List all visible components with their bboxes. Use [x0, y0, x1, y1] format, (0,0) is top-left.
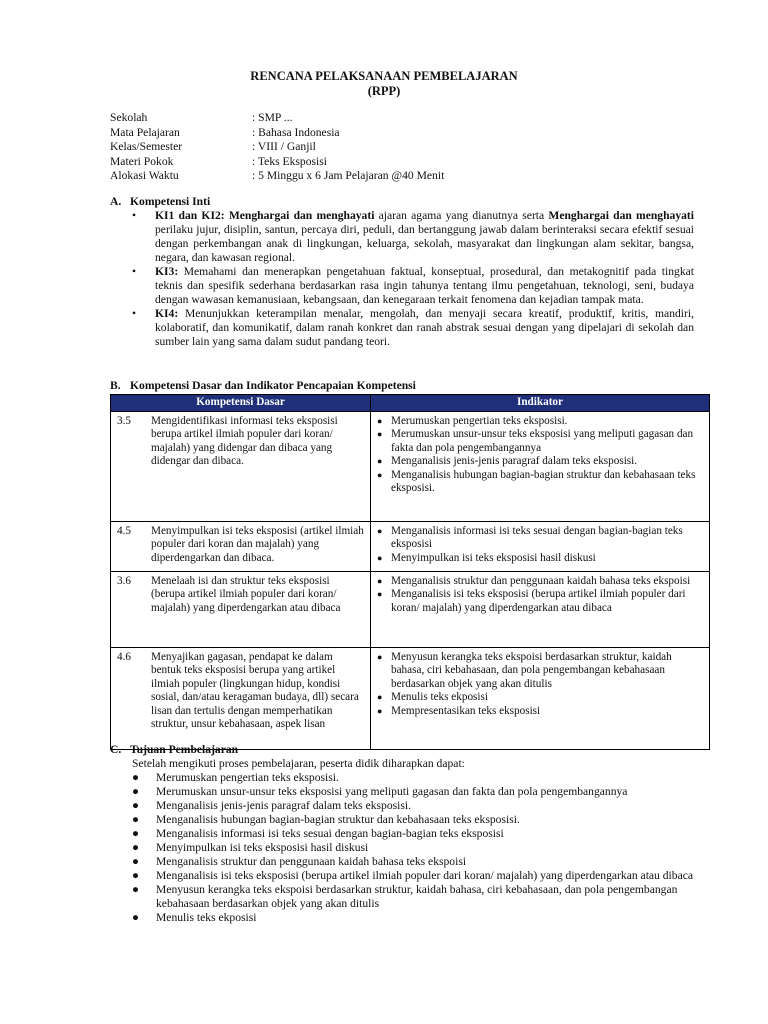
kd-text: Menelaah isi dan struktur teks eksposisi (berupa artikel ilmiah populer dari koran/ majalah) yang diperdengarkan atau dibaca — [151, 575, 341, 614]
indicator-text: Menganalisis jenis-jenis paragraf dalam teks eksposisi. — [391, 455, 638, 468]
section-title: Kompetensi Inti — [130, 195, 211, 208]
section-letter: C. — [110, 743, 122, 756]
bullet-icon: ● — [132, 827, 140, 840]
kd-cell — [111, 412, 371, 522]
ki-label: KI4: — [155, 307, 179, 320]
kd-indicator-table — [110, 394, 710, 750]
table-row — [111, 648, 710, 750]
tujuan-text: Menganalisis jenis-jenis paragraf dalam teks eksposisi. — [156, 799, 412, 812]
column-header-indikator: Indikator — [371, 395, 710, 412]
kd-number: 3.5 — [117, 415, 131, 427]
indicator-text: Menganalisis isi teks eksposisi (berupa artikel ilmiah populer dari koran/ majalah) yang diperdengarkan atau dibaca — [391, 588, 686, 614]
bullet-icon: ● — [132, 813, 140, 826]
tujuan-text: Menganalisis isi teks eksposisi (berupa artikel ilmiah populer dari koran/ majalah) yang diperdengarkan atau dibaca — [156, 869, 694, 882]
tujuan-text: Menyimpulkan isi teks eksposisi hasil diskusi — [156, 841, 369, 854]
ki-list — [110, 209, 694, 349]
tujuan-text: Merumuskan pengertian teks eksposisi. — [156, 771, 339, 784]
list-item — [110, 785, 710, 799]
indicator-list — [377, 575, 704, 615]
list-item — [110, 827, 710, 841]
kd-text: Mengidentifikasi informasi teks eksposisi berupa artikel ilmiah populer dari koran/ majalah) yang didengar dan dibaca yang didengar dan dibaca. — [151, 415, 338, 468]
ki-text: ajaran agama yang dianutnya serta — [374, 209, 549, 222]
list-item — [377, 455, 704, 468]
ki-label: KI1 dan KI2: Menghargai dan menghayati — [155, 209, 375, 222]
section-kompetensi-dasar — [110, 379, 670, 393]
bullet-icon: ● — [132, 911, 140, 924]
list-item — [377, 691, 704, 704]
bullet-icon: ● — [377, 692, 383, 703]
identity-table — [110, 111, 444, 184]
tujuan-text: Menulis teks ekposisi — [156, 911, 257, 924]
bullet-icon: ● — [377, 705, 383, 716]
title-line-2: (RPP) — [367, 84, 401, 98]
section-title: Kompetensi Dasar dan Indikator Pencapaian Kompetensi — [130, 379, 416, 392]
list-item — [130, 265, 694, 307]
indicator-text: Menganalisis informasi isi teks sesuai dengan bagian-bagian teks eksposisi — [391, 525, 683, 551]
identity-value: : SMP ... — [252, 111, 293, 124]
list-item — [377, 552, 704, 565]
tujuan-text: Menganalisis struktur dan penggunaan kaidah bahasa teks ekspoisi — [156, 855, 467, 868]
list-item — [377, 588, 704, 615]
identity-row — [110, 169, 444, 184]
list-item — [110, 855, 710, 869]
bullet-icon: ● — [377, 589, 383, 600]
section-b-heading — [110, 379, 670, 393]
table-row — [111, 522, 710, 572]
list-item — [377, 575, 704, 588]
ki-text: Memahami dan menerapkan pengetahuan faktual, konseptual, prosedural, dan metakognitif pada tingkat teknis dan spesifik sederhana berdasarkan rasa ingin tahunya tentang ilmu pengetahuan, teknologi, seni, budaya dengan wawasan kemanusiaan, kebangsaan, dan kenegaraan terkait fenomena dan kejadian tampak mata. — [155, 265, 694, 306]
bullet-icon: ● — [377, 526, 383, 536]
indicator-list — [377, 651, 704, 718]
indicator-cell — [371, 648, 710, 750]
identity-row — [110, 155, 444, 170]
list-item — [110, 813, 710, 827]
kd-text: Menyimpulkan isi teks eksposisi (artikel ilmiah populer dari koran dan majalah) yang diperdengarkan dan dibaca. — [151, 525, 364, 564]
kd-cell — [111, 572, 371, 648]
bullet-icon: ● — [132, 771, 140, 784]
bullet-icon: ● — [377, 456, 383, 467]
identity-label: Sekolah — [110, 111, 148, 124]
identity-value: : Teks Eksposisi — [252, 154, 327, 168]
table-row — [111, 572, 710, 648]
list-item — [377, 651, 704, 691]
bullet-icon: ● — [132, 799, 140, 812]
kd-number: 3.6 — [117, 575, 131, 587]
list-item — [130, 209, 694, 265]
bullet-icon: ● — [377, 576, 383, 586]
section-a-heading — [110, 195, 694, 209]
list-item — [110, 911, 710, 925]
kd-number: 4.6 — [117, 651, 131, 663]
list-item — [377, 415, 704, 428]
bullet-icon: • — [132, 265, 137, 278]
bullet-icon: ● — [132, 855, 140, 868]
list-item — [377, 525, 704, 552]
section-tujuan-pembelajaran — [110, 743, 710, 925]
ki-text: perilaku jujur, disiplin, santun, percaya diri, peduli, dan bertanggung jawab dalam berinteraksi secara efektif sesuai dengan perkembangan anak di lingkungan, keluarga, sekolah, masyarakat dan lingkungan alam sekitar, bangsa, negara, dan kawasan regional. — [155, 223, 694, 264]
indicator-text: Menganalisis hubungan bagian-bagian struktur dan kebahasaan teks eksposisi. — [391, 468, 696, 495]
indicator-text: Merumuskan unsur-unsur teks eksposisi yang meliputi gagasan dan fakta dan pola pengembangannya — [391, 428, 694, 454]
bullet-icon: • — [132, 209, 137, 222]
column-header-kd: Kompetensi Dasar — [111, 395, 371, 412]
identity-label: Alokasi Waktu — [110, 169, 179, 182]
identity-row — [110, 140, 444, 155]
table-header-row — [111, 395, 710, 412]
indicator-list — [377, 525, 704, 565]
tujuan-list — [110, 771, 710, 925]
ki-text: Menunjukkan keterampilan menalar, mengolah, dan menyaji secara kreatif, produktif, kritis, mandiri, kolaboratif, dan komunikatif, dalam ranah konkret dan ranah abstrak sesuai dengan yang dipelajari di sekolah dan sumber lain yang sama dalam sudut pandang teori. — [155, 307, 694, 348]
identity-label: Materi Pokok — [110, 154, 174, 168]
bullet-icon: ● — [377, 652, 383, 662]
section-c-heading — [110, 743, 710, 757]
bullet-icon: ● — [132, 883, 140, 896]
bullet-icon: ● — [132, 869, 140, 882]
identity-label: Kelas/Semester — [110, 140, 183, 153]
ki-label: KI3: — [155, 265, 179, 278]
list-item — [110, 841, 710, 855]
kd-text: Menyajikan gagasan, pendapat ke dalam bentuk teks eksposisi berupa yang artikel ilmiah populer (lingkungan hidup, kondisi sosial, dan/atau keragaman budaya, dll) secara lisan dan tertulis dengan memperhatikan struktur, unsur kebahasaan, aspek lisan — [151, 651, 359, 731]
section-c-intro: Setelah mengikuti proses pembelajaran, peserta didik diharapkan dapat: — [132, 757, 465, 770]
identity-row — [110, 111, 444, 126]
section-letter: B. — [110, 379, 121, 392]
section-kompetensi-inti — [110, 195, 694, 349]
bullet-icon: ● — [377, 552, 383, 563]
list-item — [110, 869, 710, 883]
title-line-1: RENCANA PELAKSANAAN PEMBELAJARAN — [250, 69, 518, 83]
bullet-icon: ● — [377, 469, 383, 480]
indicator-text: Menganalisis struktur dan penggunaan kaidah bahasa teks ekspoisi — [391, 575, 691, 587]
identity-label: Mata Pelajaran — [110, 125, 180, 139]
indicator-text: Mempresentasikan teks eksposisi — [391, 704, 541, 717]
list-item — [377, 705, 704, 718]
kd-cell — [111, 522, 371, 572]
bullet-icon: ● — [132, 785, 140, 798]
indicator-text: Merumuskan pengertian teks eksposisi. — [391, 415, 568, 427]
indicator-text: Menyimpulkan isi teks eksposisi hasil diskusi — [391, 551, 596, 564]
table-row — [111, 412, 710, 522]
identity-value: : 5 Minggu x 6 Jam Pelajaran @40 Menit — [252, 169, 445, 182]
section-letter: A. — [110, 195, 122, 208]
list-item — [110, 771, 710, 785]
list-item — [110, 883, 710, 911]
bullet-icon: ● — [132, 841, 140, 854]
list-item — [377, 428, 704, 455]
bullet-icon: • — [132, 307, 137, 320]
tujuan-text: Merumuskan unsur-unsur teks eksposisi yang meliputi gagasan dan fakta dan pola pengembangannya — [156, 785, 628, 798]
tujuan-text: Menganalisis hubungan bagian-bagian struktur dan kebahasaan teks eksposisi. — [156, 813, 520, 826]
indicator-text: Menyusun kerangka teks ekspoisi berdasarkan struktur, kaidah bahasa, ciri kebahasaan, dan pola pengembangan kebahasaan berdasarkan objek yang akan ditulis — [391, 651, 672, 690]
kd-cell — [111, 648, 371, 750]
identity-row — [110, 126, 444, 141]
identity-value: : VIII / Ganjil — [252, 140, 316, 153]
section-title: Tujuan Pembelajaran — [130, 743, 239, 756]
ki-bold-text: Menghargai dan menghayati — [548, 209, 695, 222]
bullet-icon: ● — [377, 429, 383, 440]
tujuan-text: Menganalisis informasi isi teks sesuai dengan bagian-bagian teks eksposisi — [156, 827, 504, 840]
page-title — [0, 69, 768, 99]
identity-value: : Bahasa Indonesia — [252, 125, 340, 139]
list-item — [130, 307, 694, 349]
kd-number: 4.5 — [117, 525, 131, 537]
bullet-icon: ● — [377, 416, 383, 426]
list-item — [110, 799, 710, 813]
indicator-cell — [371, 522, 710, 572]
indicator-list — [377, 415, 704, 495]
tujuan-text: Menyusun kerangka teks ekspoisi berdasarkan struktur, kaidah bahasa, ciri kebahasaan, dan pola pengembangan kebahasaan berdasarkan objek yang akan ditulis — [156, 883, 678, 910]
indicator-cell — [371, 412, 710, 522]
list-item — [377, 469, 704, 496]
indicator-text: Menulis teks ekposisi — [391, 691, 488, 704]
indicator-cell — [371, 572, 710, 648]
